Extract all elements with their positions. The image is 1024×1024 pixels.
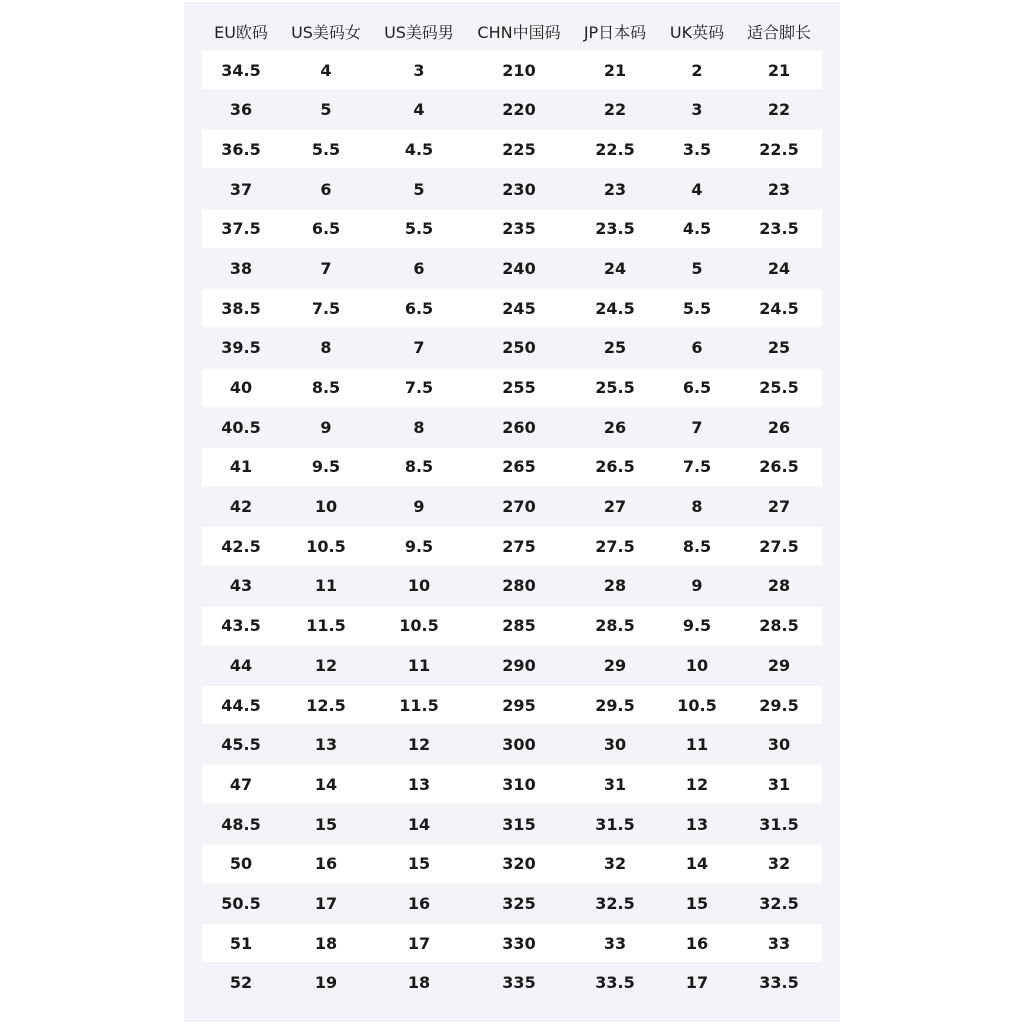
- table-cell-foot-length: 21: [767, 60, 791, 80]
- table-cell-us-women: 5.5: [311, 139, 341, 159]
- table-cell-uk: 9.5: [682, 616, 712, 636]
- table-cell-eu: 41: [229, 457, 253, 477]
- table-cell-eu: 39.5: [221, 338, 261, 358]
- table-cell-uk: 7: [691, 417, 703, 437]
- table-cell-uk: 5.5: [682, 298, 712, 318]
- table-cell-us-women: 7.5: [311, 298, 341, 318]
- table-cell-chn: 240: [502, 258, 536, 278]
- column-header-foot-length: 适合脚长: [746, 22, 811, 42]
- table-cell-jp: 29.5: [595, 695, 635, 715]
- table-cell-chn: 310: [502, 774, 536, 794]
- table-row: [202, 329, 822, 367]
- table-cell-us-men: 8: [413, 417, 425, 437]
- table-cell-chn: 280: [502, 576, 536, 596]
- table-cell-uk: 7.5: [682, 457, 712, 477]
- table-cell-eu: 47: [229, 774, 253, 794]
- table-cell-foot-length: 29.5: [759, 695, 799, 715]
- table-row: [202, 448, 822, 486]
- table-cell-jp: 25.5: [595, 378, 635, 397]
- table-cell-uk: 15: [685, 893, 709, 913]
- table-cell-chn: 245: [502, 298, 536, 318]
- table-row: [202, 567, 822, 605]
- table-cell-foot-length: 27: [767, 497, 791, 517]
- table-cell-eu: 43: [229, 576, 253, 596]
- table-row: [202, 686, 822, 724]
- table-cell-us-men: 4.5: [404, 139, 434, 159]
- table-cell-jp: 33.5: [595, 973, 635, 993]
- table-cell-us-men: 9: [413, 497, 425, 517]
- table-cell-eu: 48.5: [221, 814, 261, 834]
- table-cell-chn: 270: [502, 497, 536, 517]
- table-cell-us-men: 12: [407, 735, 431, 755]
- table-cell-jp: 28.5: [595, 616, 635, 636]
- table-row: [202, 210, 822, 248]
- table-cell-foot-length: 25.5: [759, 378, 799, 397]
- table-cell-uk: 13: [685, 814, 709, 834]
- table-cell-uk: 3.5: [682, 139, 712, 159]
- table-cell-uk: 6: [691, 338, 703, 358]
- table-cell-us-women: 11: [314, 576, 338, 596]
- table-cell-eu: 37.5: [221, 219, 261, 239]
- table-cell-uk: 16: [685, 933, 709, 953]
- table-cell-jp: 27: [603, 497, 627, 517]
- table-row: [202, 845, 822, 883]
- table-cell-chn: 315: [502, 814, 536, 834]
- size-chart-table-body: [202, 51, 822, 1004]
- table-row: [202, 924, 822, 962]
- table-row: [202, 607, 822, 645]
- table-row: [202, 765, 822, 803]
- table-cell-us-men: 3: [413, 60, 425, 80]
- table-cell-us-women: 6: [320, 179, 332, 199]
- table-cell-uk: 8.5: [682, 536, 712, 556]
- table-cell-foot-length: 33.5: [759, 973, 799, 993]
- table-cell-eu: 40.5: [221, 417, 261, 437]
- table-cell-us-men: 11.5: [399, 695, 439, 715]
- table-cell-us-men: 6.5: [404, 298, 434, 318]
- table-cell-us-women: 10: [314, 497, 338, 517]
- table-row: [202, 527, 822, 565]
- table-cell-foot-length: 26: [767, 417, 791, 437]
- table-cell-chn: 285: [502, 616, 536, 636]
- table-cell-foot-length: 25: [767, 338, 791, 358]
- column-header-us-men: US美码男: [384, 22, 454, 42]
- table-cell-us-men: 13: [407, 774, 431, 794]
- table-cell-eu: 42: [229, 497, 253, 517]
- table-cell-foot-length: 22: [767, 100, 791, 120]
- table-cell-jp: 26.5: [595, 457, 635, 477]
- table-cell-eu: 38.5: [221, 298, 261, 318]
- table-row: [202, 488, 822, 526]
- table-cell-jp: 31: [603, 774, 627, 794]
- table-cell-us-men: 5: [413, 179, 425, 199]
- column-header-jp: JP日本码: [583, 22, 647, 42]
- table-cell-us-men: 8.5: [404, 457, 434, 477]
- table-cell-chn: 265: [502, 457, 536, 477]
- table-cell-foot-length: 26.5: [759, 457, 799, 477]
- table-cell-chn: 320: [502, 854, 536, 874]
- table-cell-chn: 255: [502, 378, 536, 397]
- table-cell-us-men: 7.5: [404, 378, 434, 397]
- table-cell-eu: 50: [229, 854, 253, 874]
- table-cell-uk: 6.5: [682, 378, 712, 397]
- table-cell-jp: 33: [603, 933, 627, 953]
- column-header-chn: CHN中国码: [477, 22, 561, 42]
- table-cell-us-men: 4: [413, 100, 425, 120]
- table-cell-us-men: 9.5: [404, 536, 434, 556]
- table-cell-chn: 300: [502, 735, 536, 755]
- table-cell-eu: 43.5: [221, 616, 261, 636]
- table-row: [202, 964, 822, 1002]
- table-cell-foot-length: 33: [767, 933, 791, 953]
- table-cell-us-women: 14: [314, 774, 338, 794]
- table-cell-uk: 11: [685, 735, 709, 755]
- table-cell-eu: 38: [229, 258, 253, 278]
- table-cell-uk: 2: [691, 60, 703, 80]
- table-cell-jp: 30: [603, 735, 627, 755]
- table-cell-jp: 29: [603, 655, 627, 675]
- table-cell-chn: 250: [502, 338, 536, 358]
- table-cell-chn: 235: [502, 219, 536, 239]
- table-cell-eu: 36: [229, 100, 253, 120]
- table-cell-uk: 14: [685, 854, 709, 874]
- table-cell-jp: 26: [603, 417, 627, 437]
- table-cell-us-women: 6.5: [311, 219, 341, 239]
- table-cell-foot-length: 24: [767, 258, 791, 278]
- table-row: [202, 289, 822, 327]
- table-row: [202, 170, 822, 208]
- table-cell-jp: 25: [603, 338, 627, 358]
- table-cell-eu: 36.5: [221, 139, 261, 159]
- table-cell-us-women: 19: [314, 973, 338, 993]
- table-cell-eu: 42.5: [221, 536, 261, 556]
- table-cell-jp: 22.5: [595, 139, 635, 159]
- table-cell-eu: 40: [229, 378, 253, 397]
- table-cell-us-women: 10.5: [306, 536, 346, 556]
- table-cell-uk: 10.5: [677, 695, 717, 715]
- table-cell-chn: 325: [502, 893, 536, 913]
- table-row: [202, 726, 822, 764]
- table-cell-eu: 50.5: [221, 893, 261, 913]
- table-cell-foot-length: 31.5: [759, 814, 799, 834]
- table-cell-uk: 10: [685, 655, 709, 675]
- table-row: [202, 51, 822, 89]
- table-cell-uk: 4.5: [682, 219, 712, 239]
- table-cell-chn: 220: [502, 100, 536, 120]
- table-row: [202, 805, 822, 843]
- table-cell-us-men: 11: [407, 655, 431, 675]
- table-cell-us-men: 10: [407, 576, 431, 596]
- table-cell-us-men: 16: [407, 893, 431, 913]
- table-cell-jp: 24: [603, 258, 627, 278]
- table-cell-us-women: 17: [314, 893, 338, 913]
- table-cell-chn: 295: [502, 695, 536, 715]
- column-header-us-women: US美码女: [291, 22, 361, 42]
- table-cell-uk: 17: [685, 973, 709, 993]
- table-cell-uk: 5: [691, 258, 703, 278]
- table-cell-us-women: 11.5: [306, 616, 346, 636]
- table-cell-eu: 45.5: [221, 735, 261, 755]
- table-cell-eu: 51: [229, 933, 253, 953]
- table-cell-us-women: 4: [320, 60, 332, 80]
- table-cell-us-women: 9: [320, 417, 332, 437]
- table-cell-us-women: 5: [320, 100, 332, 120]
- table-cell-foot-length: 31: [767, 774, 791, 794]
- table-cell-uk: 3: [691, 100, 703, 120]
- table-cell-chn: 225: [502, 139, 536, 159]
- table-row: [202, 249, 822, 287]
- table-cell-us-women: 8: [320, 338, 332, 358]
- table-cell-foot-length: 32.5: [759, 893, 799, 913]
- table-cell-us-women: 7: [320, 258, 332, 278]
- table-cell-us-women: 12.5: [306, 695, 346, 715]
- table-cell-jp: 24.5: [595, 298, 635, 318]
- table-cell-chn: 260: [502, 417, 536, 437]
- table-cell-eu: 44: [229, 655, 253, 675]
- table-row: [202, 884, 822, 922]
- table-row: [202, 91, 822, 129]
- table-cell-foot-length: 22.5: [759, 139, 799, 159]
- size-chart-header-row: [202, 12, 822, 50]
- table-row: [202, 408, 822, 446]
- table-cell-us-men: 6: [413, 258, 425, 278]
- table-cell-us-women: 12: [314, 655, 338, 675]
- table-cell-us-men: 14: [407, 814, 431, 834]
- table-cell-jp: 23: [603, 179, 627, 199]
- table-cell-us-men: 5.5: [404, 219, 434, 239]
- table-cell-chn: 290: [502, 655, 536, 675]
- table-cell-us-women: 15: [314, 814, 338, 834]
- table-row: [202, 646, 822, 684]
- table-cell-foot-length: 23.5: [759, 219, 799, 239]
- table-cell-us-women: 8.5: [311, 378, 341, 397]
- table-cell-us-men: 18: [407, 973, 431, 993]
- table-cell-eu: 44.5: [221, 695, 261, 715]
- table-cell-foot-length: 24.5: [759, 298, 799, 318]
- table-cell-uk: 8: [691, 497, 703, 517]
- table-cell-foot-length: 29: [767, 655, 791, 675]
- table-cell-us-men: 10.5: [399, 616, 439, 636]
- table-cell-uk: 12: [685, 774, 709, 794]
- column-header-uk: UK英码: [669, 22, 725, 42]
- table-cell-us-women: 9.5: [311, 457, 341, 477]
- table-cell-foot-length: 27.5: [759, 536, 799, 556]
- table-row: [202, 130, 822, 168]
- table-cell-eu: 34.5: [221, 60, 261, 80]
- table-cell-chn: 210: [502, 60, 536, 80]
- table-cell-us-men: 15: [407, 854, 431, 874]
- table-row: [202, 369, 822, 407]
- table-cell-eu: 37: [229, 179, 253, 199]
- table-cell-us-men: 17: [407, 933, 431, 953]
- table-cell-jp: 23.5: [595, 219, 635, 239]
- table-cell-foot-length: 32: [767, 854, 791, 874]
- table-cell-uk: 9: [691, 576, 703, 596]
- table-cell-chn: 275: [502, 536, 536, 556]
- table-cell-us-women: 16: [314, 854, 338, 874]
- table-cell-us-men: 7: [413, 338, 425, 358]
- table-cell-uk: 4: [691, 179, 703, 199]
- column-header-eu: EU欧码: [214, 22, 268, 42]
- table-cell-jp: 31.5: [595, 814, 635, 834]
- table-cell-chn: 335: [502, 973, 536, 993]
- table-cell-us-women: 13: [314, 735, 338, 755]
- table-cell-foot-length: 30: [767, 735, 791, 755]
- table-cell-jp: 22: [603, 100, 627, 120]
- table-cell-jp: 27.5: [595, 536, 635, 556]
- table-cell-foot-length: 28: [767, 576, 791, 596]
- table-cell-chn: 330: [502, 933, 536, 953]
- table-cell-jp: 28: [603, 576, 627, 596]
- table-cell-foot-length: 23: [767, 179, 791, 199]
- table-cell-eu: 52: [229, 973, 253, 993]
- table-cell-foot-length: 28.5: [759, 616, 799, 636]
- table-cell-jp: 32.5: [595, 893, 635, 913]
- table-cell-us-women: 18: [314, 933, 338, 953]
- table-cell-jp: 21: [603, 60, 627, 80]
- table-cell-jp: 32: [603, 854, 627, 874]
- table-cell-chn: 230: [502, 179, 536, 199]
